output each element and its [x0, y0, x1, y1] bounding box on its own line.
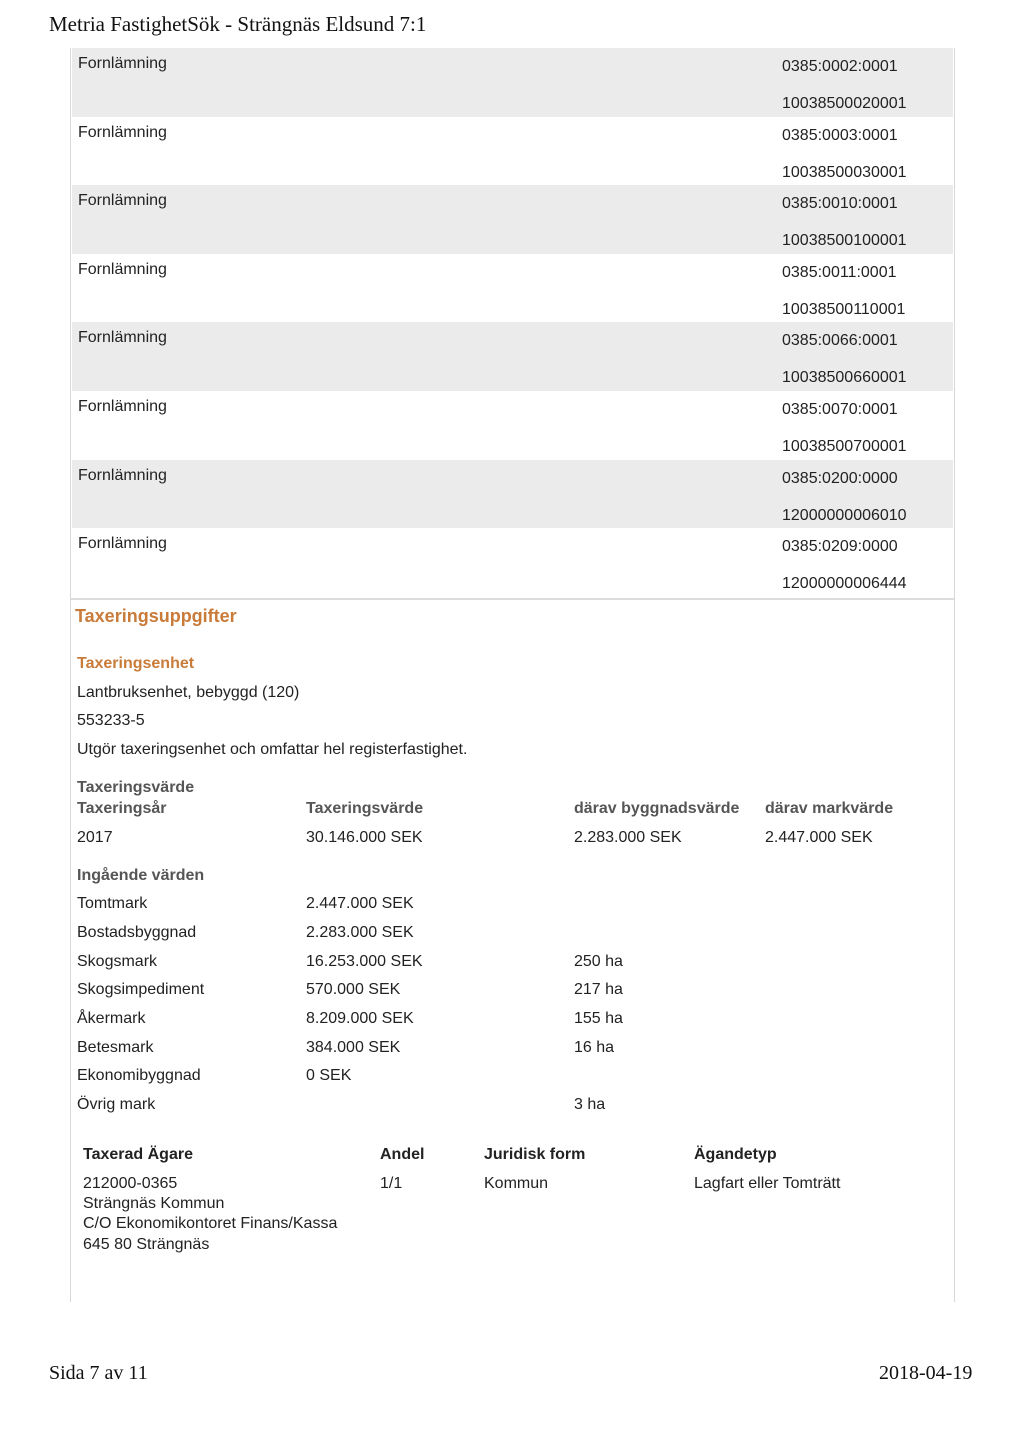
unit-title: Taxeringsenhet: [77, 655, 195, 672]
owner-header: Ägandetyp: [694, 1146, 777, 1163]
remains-number: 10038500110001: [782, 300, 906, 318]
value-header: därav byggnadsvärde: [574, 800, 740, 817]
remains-label: Fornlämning: [78, 260, 167, 278]
value-cell: 30.146.000 SEK: [306, 829, 423, 846]
value-header: därav markvärde: [765, 800, 894, 817]
remains-code: 0385:0070:0001: [782, 400, 898, 418]
page-number: Sida 7 av 11: [49, 1362, 148, 1384]
list-item: [72, 528, 953, 597]
remains-code: 0385:0010:0001: [782, 195, 898, 213]
remains-code: 0385:0003:0001: [782, 126, 898, 144]
owner-legal-form: Kommun: [484, 1175, 549, 1192]
input-name: Betesmark: [77, 1039, 154, 1056]
remains-label: Fornlämning: [78, 192, 167, 210]
owner-share: 1/1: [380, 1175, 403, 1192]
remains-label: Fornlämning: [78, 329, 167, 347]
input-value: 570.000 SEK: [306, 981, 401, 998]
section-title: Taxeringsuppgifter: [75, 606, 237, 626]
list-item: [72, 117, 953, 186]
input-value: 2.447.000 SEK: [306, 895, 414, 912]
input-value: 384.000 SEK: [306, 1039, 401, 1056]
value-cell: 2.447.000 SEK: [765, 829, 873, 846]
remains-label: Fornlämning: [78, 397, 167, 415]
remains-number: 10038500660001: [782, 369, 907, 387]
owner-name: Strängnäs Kommun: [83, 1195, 225, 1212]
input-name: Ekonomibyggnad: [77, 1067, 201, 1084]
owner-postal: 645 80 Strängnäs: [83, 1236, 210, 1253]
input-value: 8.209.000 SEK: [306, 1010, 414, 1027]
remains-code: 0385:0011:0001: [782, 263, 897, 281]
remains-code: 0385:0200:0000: [782, 469, 898, 487]
list-item: [72, 460, 953, 529]
input-area: 16 ha: [574, 1039, 615, 1056]
input-name: Skogsmark: [77, 953, 158, 970]
remains-code: 0385:0209:0000: [782, 538, 898, 556]
unit-number: 553233-5: [77, 712, 145, 729]
input-name: Bostadsbyggnad: [77, 924, 197, 941]
remains-number: 10038500030001: [782, 163, 907, 181]
inputs-title: Ingående värden: [77, 867, 205, 884]
value-header: Taxeringsår: [77, 800, 167, 817]
input-value: 2.283.000 SEK: [306, 924, 414, 941]
value-cell: 2.283.000 SEK: [574, 829, 682, 846]
input-name: Tomtmark: [77, 895, 148, 912]
page-date: 2018-04-19: [879, 1362, 973, 1384]
owner-header: Juridisk form: [484, 1146, 586, 1163]
list-item: [72, 48, 953, 117]
input-area: 3 ha: [574, 1096, 606, 1113]
remains-label: Fornlämning: [78, 123, 167, 141]
remains-label: Fornlämning: [78, 466, 167, 484]
remains-number: 12000000006010: [782, 506, 907, 524]
input-value: 0 SEK: [306, 1067, 352, 1084]
owner-care-of: C/O Ekonomikontoret Finans/Kassa: [83, 1215, 338, 1232]
unit-type: Lantbruksenhet, bebyggd (120): [77, 684, 300, 701]
remains-number: 10038500100001: [782, 232, 907, 250]
remains-list: [72, 48, 953, 597]
list-item: [72, 254, 953, 323]
input-name: Åkermark: [77, 1010, 146, 1027]
remains-number: 10038500020001: [782, 95, 907, 112]
input-area: 217 ha: [574, 981, 623, 998]
unit-note: Utgör taxeringsenhet och omfattar hel registerfastighet.: [77, 741, 468, 758]
remains-number: 12000000006444: [782, 575, 907, 593]
owner-header: Taxerad Ägare: [83, 1146, 193, 1163]
remains-number: 10038500700001: [782, 437, 907, 455]
owner-ownership-type: Lagfart eller Tomträtt: [694, 1175, 841, 1192]
remains-code: 0385:0066:0001: [782, 332, 898, 350]
list-item: [72, 185, 953, 254]
remains-label: Fornlämning: [78, 55, 167, 72]
document-frame: [70, 48, 955, 1302]
remains-label: Fornlämning: [78, 535, 167, 553]
input-value: 16.253.000 SEK: [306, 953, 423, 970]
input-name: Övrig mark: [77, 1096, 156, 1113]
value-cell: 2017: [77, 829, 113, 846]
remains-code: 0385:0002:0001: [782, 58, 898, 75]
value-title: Taxeringsvärde: [77, 779, 195, 796]
section-divider: [71, 598, 954, 600]
input-area: 155 ha: [574, 1010, 623, 1027]
input-area: 250 ha: [574, 953, 623, 970]
list-item: [72, 391, 953, 460]
input-name: Skogsimpediment: [77, 981, 205, 998]
page-title: Metria FastighetSök - Strängnäs Eldsund 7:1: [49, 12, 427, 36]
owner-header: Andel: [380, 1146, 425, 1163]
owner-id: 212000-0365: [83, 1175, 178, 1192]
value-header: Taxeringsvärde: [306, 800, 424, 817]
list-item: [72, 322, 953, 391]
